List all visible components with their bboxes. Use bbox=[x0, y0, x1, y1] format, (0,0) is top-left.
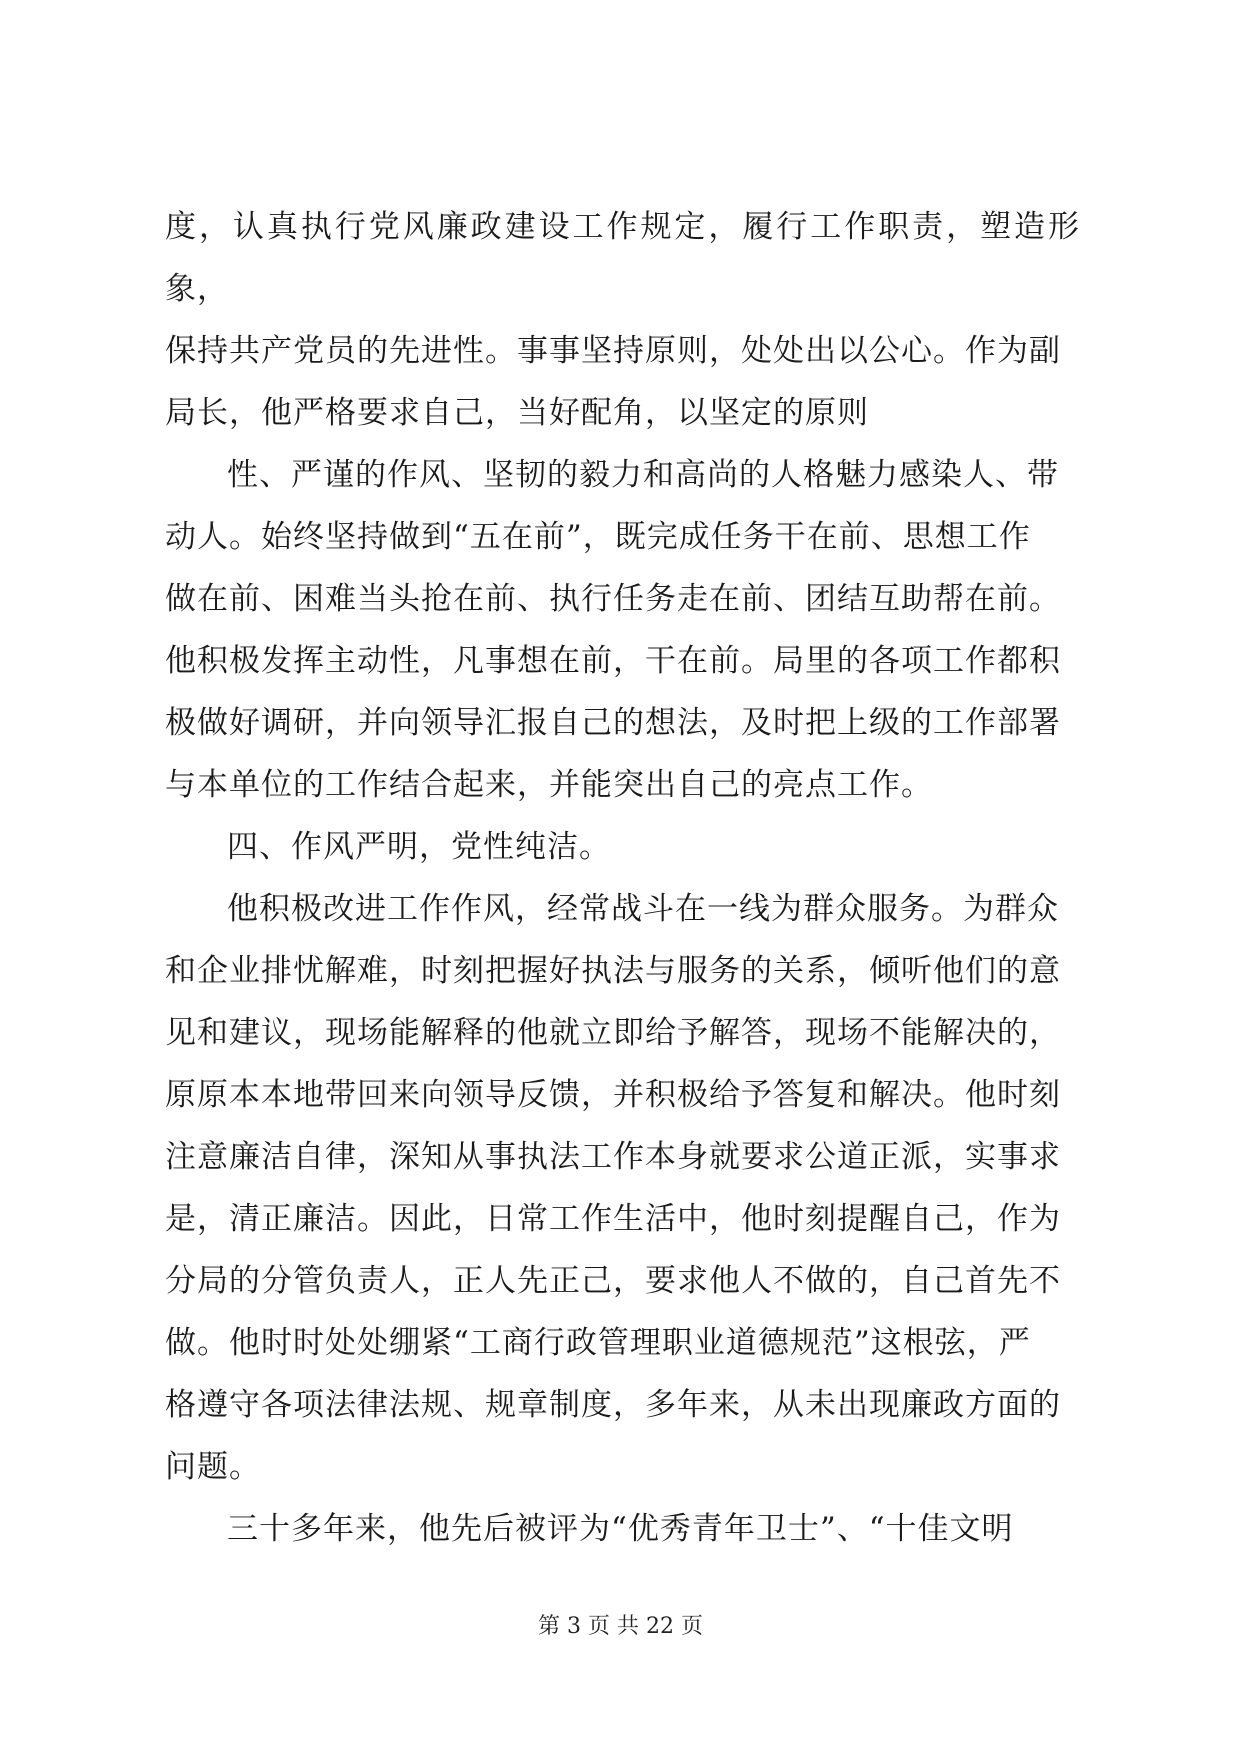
text-line: 是，清正廉洁。因此，日常工作生活中，他时刻提醒自己，作为 bbox=[165, 1201, 1061, 1237]
text-line: 格遵守各项法律法规、规章制度，多年来，从未出现廉政方面的 bbox=[165, 1387, 1061, 1423]
text-line: 四、作风严明，党性纯洁。 bbox=[227, 829, 611, 865]
paragraph-3 bbox=[165, 878, 1080, 1498]
text-line: 原原本本地带回来向领导反馈，并积极给予答复和解决。他时刻 bbox=[165, 1077, 1061, 1113]
text-line: 分局的分管负责人，正人先正己，要求他人不做的，自己首先不 bbox=[165, 1263, 1061, 1299]
page-number: 第 3 页 共 22 页 bbox=[538, 1614, 703, 1639]
text-line: 性、严谨的作风、坚韧的毅力和高尚的人格魅力感染人、带 bbox=[227, 457, 1059, 493]
text-line: 注意廉洁自律，深知从事执法工作本身就要求公道正派，实事求 bbox=[165, 1139, 1061, 1175]
text-line: 见和建议，现场能解释的他就立即给予解答，现场不能解决的， bbox=[165, 1015, 1061, 1051]
text-line: 极做好调研，并向领导汇报自己的想法，及时把上级的工作部署 bbox=[165, 705, 1061, 741]
text-line: 他积极改进工作作风，经常战斗在一线为群众服务。为群众 bbox=[227, 891, 1059, 927]
document-body bbox=[165, 196, 1080, 1560]
paragraph-4 bbox=[165, 1498, 1080, 1560]
section-heading bbox=[165, 816, 1080, 878]
paragraph-2 bbox=[165, 444, 1080, 816]
text-line: 保持共产党员的先进性。事事坚持原则，处处出以公心。作为副 bbox=[165, 333, 1061, 369]
text-line: 三十多年来，他先后被评为“优秀青年卫士”、“十佳文明 bbox=[227, 1511, 1014, 1547]
text-line: 和企业排忧解难，时刻把握好执法与服务的关系，倾听他们的意 bbox=[165, 953, 1061, 989]
text-line: 局长，他严格要求自己，当好配角，以坚定的原则 bbox=[165, 395, 869, 431]
text-line: 做在前、困难当头抢在前、执行任务走在前、团结互助帮在前。 bbox=[165, 581, 1061, 617]
text-line: 问题。 bbox=[165, 1449, 261, 1485]
text-line: 他积极发挥主动性，凡事想在前，干在前。局里的各项工作都积 bbox=[165, 643, 1061, 679]
text-line: 与本单位的工作结合起来，并能突出自己的亮点工作。 bbox=[165, 767, 933, 803]
text-line: 度，认真执行党风廉政建设工作规定，履行工作职责，塑造形象， bbox=[165, 209, 1080, 307]
paragraph-1 bbox=[165, 196, 1080, 444]
text-line: 动人。始终坚持做到“五在前”，既完成任务干在前、思想工作 bbox=[165, 519, 1031, 555]
text-line: 做。他时时处处绷紧“工商行政管理职业道德规范”这根弦，严 bbox=[165, 1325, 1031, 1361]
